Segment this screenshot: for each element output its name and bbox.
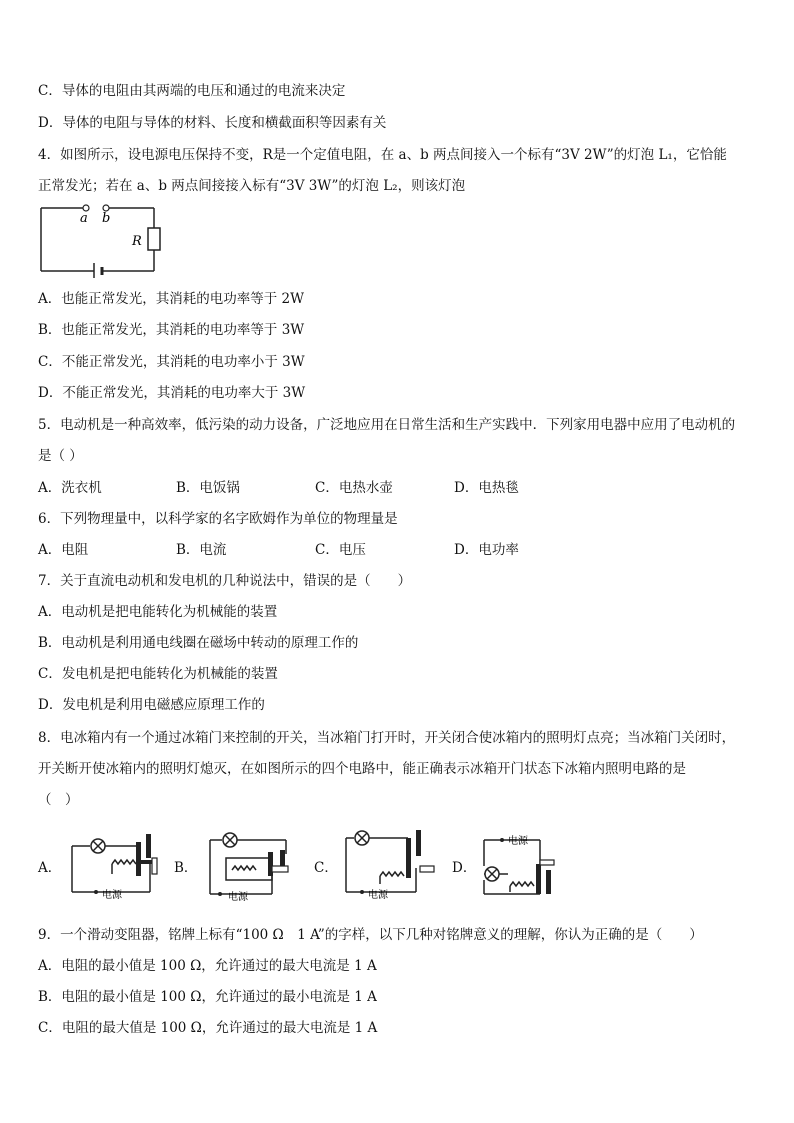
power-label: 电源 <box>368 890 388 901</box>
q6-option-d: D．电功率 <box>454 542 519 558</box>
switch-contact <box>136 842 141 876</box>
q5-option-d: D．电热毯 <box>454 480 519 496</box>
q8-option-c-letter: C． <box>314 860 338 876</box>
q7-option-a: A．电动机是把电能转化为机械能的装置 <box>38 604 278 620</box>
door-pin <box>540 860 554 865</box>
q8-circuit-a <box>66 830 162 902</box>
power-label: 电源 <box>228 892 248 903</box>
label-r: R <box>132 234 142 249</box>
q9-stem: 9．一个滑动变阻器，铭牌上标有“100 Ω 1 A”的字样，以下几种对铭牌意义的理解，你认为正确的是（ ） <box>38 927 703 943</box>
spring-icon <box>232 866 256 870</box>
q4-option-b: B．也能正常发光，其消耗的电功率等于 3W <box>38 322 305 338</box>
door-pin <box>420 866 434 872</box>
q8-stem-line1: 8．电冰箱内有一个通过冰箱门来控制的开关，当冰箱门打开时，开关闭合使冰箱内的照明灯点亮；当冰箱门关闭时， <box>38 730 736 746</box>
q8-circuit-d <box>478 830 568 906</box>
q8-stem-line2: 开关断开使冰箱内的照明灯熄灭，在如图所示的四个电路中，能正确表示冰箱开门状态下冰箱内照明电路的是 <box>38 761 686 777</box>
switch-contact <box>406 838 411 878</box>
spring-icon <box>112 860 136 864</box>
q5-option-a: A．洗衣机 <box>38 480 102 496</box>
q6-option-c: C．电压 <box>315 542 366 558</box>
q6-stem: 6．下列物理量中，以科学家的名字欧姆作为单位的物理量是 <box>38 511 398 527</box>
q8-circuit-b <box>206 828 302 904</box>
q4-option-c: C．不能正常发光，其消耗的电功率小于 3W <box>38 354 305 370</box>
q5-stem-line1: 5．电动机是一种高效率，低污染的动力设备，广泛地应用在日常生活和生产实践中．下列家用电器中应用了电动机的 <box>38 417 736 433</box>
q8-option-b-letter: B． <box>174 860 198 876</box>
label-a: a <box>80 211 88 226</box>
q4-circuit-diagram <box>36 200 166 278</box>
q6-option-b: B．电流 <box>176 542 227 558</box>
q4-stem-line2: 正常发光；若在 a、b 两点间接接入标有“3V 3W”的灯泡 L₂，则该灯泡 <box>38 178 466 194</box>
q5-option-b: B．电饭锅 <box>176 480 240 496</box>
q8-option-a-letter: A． <box>38 860 62 876</box>
q4-stem-line1: 4．如图所示，设电源电压保持不变，R是一个定值电阻，在 a、b 两点间接入一个标有“3V 2W”的灯泡 L₁，它恰能 <box>38 147 727 163</box>
q3-option-d: D．导体的电阻与导体的材料、长度和横截面积等因素有关 <box>38 115 387 131</box>
resistor-r <box>148 228 160 250</box>
q8-circuit-c <box>340 824 440 904</box>
q7-option-d: D．发电机是利用电磁感应原理工作的 <box>38 697 265 713</box>
q8-stem-line3: （ ） <box>38 792 79 808</box>
q5-option-c: C．电热水壶 <box>315 480 393 496</box>
q7-option-b: B．电动机是利用通电线圈在磁场中转动的原理工作的 <box>38 635 359 651</box>
q9-option-a: A．电阻的最小值是 100 Ω，允许通过的最大电流是 1 A <box>38 958 377 974</box>
switch-contact <box>536 864 541 894</box>
q8-option-d-letter: D． <box>452 860 477 876</box>
label-b: b <box>102 211 111 226</box>
q6-option-a: A．电阻 <box>38 542 89 558</box>
q9-option-b: B．电阻的最小值是 100 Ω，允许通过的最小电流是 1 A <box>38 989 377 1005</box>
q4-option-a: A．也能正常发光，其消耗的电功率等于 2W <box>38 291 305 307</box>
power-label: 电源 <box>102 890 122 901</box>
power-label: 电源 <box>508 836 528 847</box>
q3-option-c: C．导体的电阻由其两端的电压和通过的电流来决定 <box>38 83 346 99</box>
q4-option-d: D．不能正常发光，其消耗的电功率大于 3W <box>38 385 306 401</box>
door-pin <box>152 858 157 874</box>
spring-icon <box>510 882 534 886</box>
q9-option-c: C．电阻的最大值是 100 Ω，允许通过的最大电流是 1 A <box>38 1020 378 1036</box>
q7-stem: 7．关于直流电动机和发电机的几种说法中，错误的是（ ） <box>38 573 412 589</box>
spring-icon <box>380 872 404 876</box>
q7-option-c: C．发电机是把电能转化为机械能的装置 <box>38 666 278 682</box>
q5-stem-line2: 是（ ） <box>38 448 83 464</box>
door-pin <box>272 866 288 872</box>
